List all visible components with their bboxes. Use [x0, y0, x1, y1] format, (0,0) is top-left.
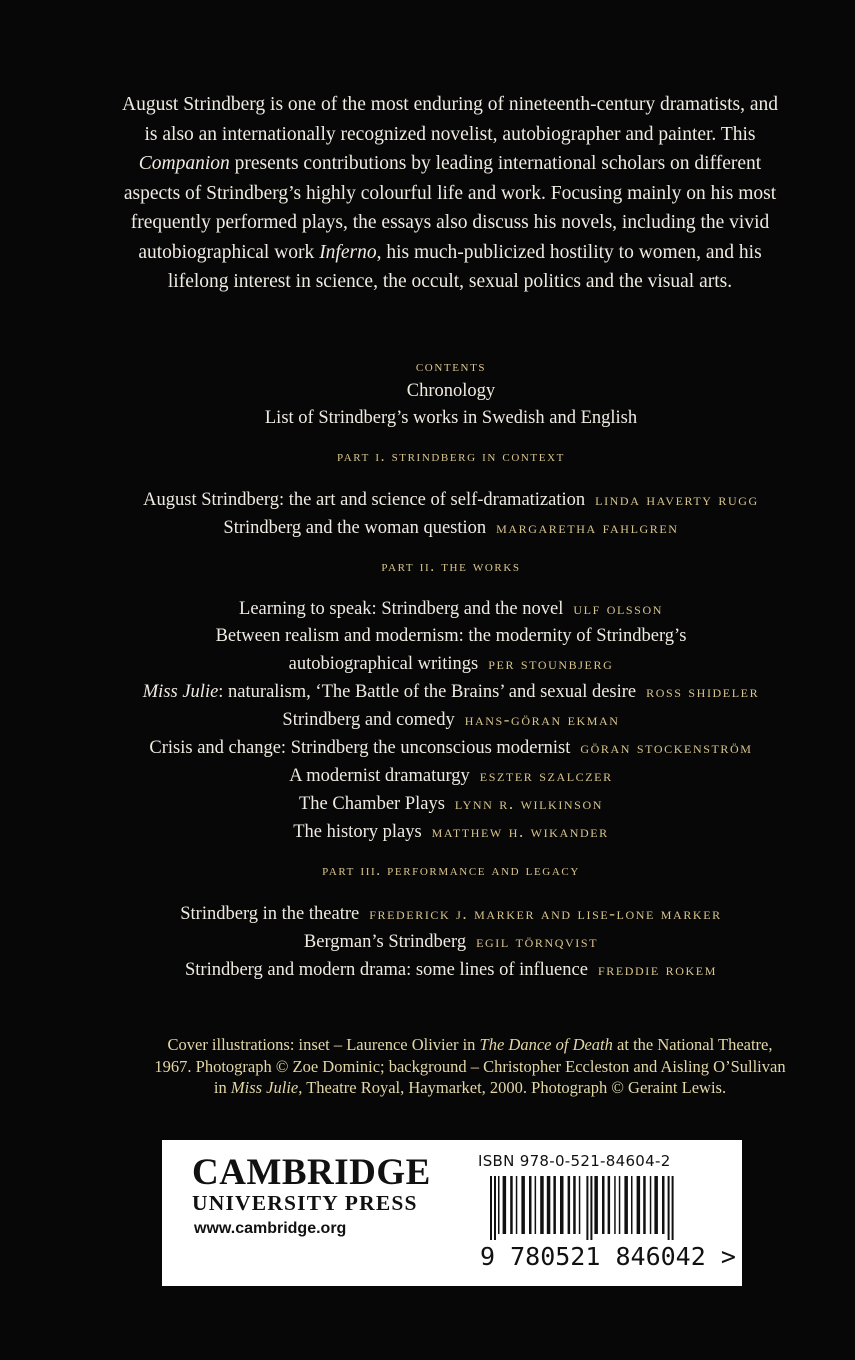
toc-entry-title: Strindberg and comedy [282, 710, 455, 730]
barcode-bar [521, 1176, 525, 1234]
toc-entry-author: ross shideler [646, 682, 760, 701]
credits-text-1: Cover illustrations: inset – Laurence Olivier in [167, 1035, 480, 1054]
barcode-bar [586, 1176, 588, 1240]
toc-entry [60, 928, 842, 956]
blurb-text-1: August Strindberg is one of the most enduring of nineteenth-century dramatists, and is also an internationally recognized novelist, autobiographer and painter. This [121, 94, 778, 145]
toc-entry-author: ulf olsson [573, 599, 663, 618]
barcode-bar [516, 1176, 518, 1234]
isbn-label: ISBN 978-0-521-84604-2 [478, 1152, 671, 1170]
toc-entry [60, 706, 842, 734]
barcode-bar [662, 1176, 665, 1234]
table-of-contents [60, 356, 842, 984]
toc-entry-author: egil törnqvist [476, 931, 599, 951]
toc-entry-author: göran stockenström [580, 738, 753, 757]
barcode-bar [631, 1176, 633, 1234]
barcode-bar [529, 1176, 532, 1234]
toc-entry-title: Learning to speak: Strindberg and the novel [239, 599, 564, 619]
toc-entry [60, 650, 842, 678]
barcode-bar [624, 1176, 628, 1234]
toc-entry [60, 623, 842, 650]
toc-entry-author: frederick j. marker and lise-lone marker [369, 903, 722, 923]
toc-entry-author: lynn r. wilkinson [454, 794, 603, 813]
barcode-bar [568, 1176, 571, 1234]
barcode-bar [535, 1176, 537, 1234]
toc-entry-author: per stounbjerg [488, 654, 614, 673]
barcode-bar [553, 1176, 556, 1234]
toc-entry-title: The Chamber Plays [299, 794, 445, 814]
toc-entry-title: The history plays [293, 822, 422, 842]
toc-entry-author: linda haverty rugg [595, 489, 759, 509]
barcode-bar [614, 1176, 616, 1234]
toc-entry [60, 486, 842, 514]
barcode-bar [619, 1176, 621, 1234]
barcode-bar [672, 1176, 674, 1240]
toc-entry-title: Bergman’s Strindberg [303, 931, 467, 952]
barcode-bar [637, 1176, 641, 1234]
blurb-italic-companion: Companion [138, 153, 230, 174]
barcode-bar [503, 1176, 507, 1234]
toc-entry-title: Strindberg and modern drama: some lines of influence [184, 959, 588, 980]
toc-entry [60, 900, 842, 928]
toc-entry-author: hans-göran ekman [464, 710, 620, 729]
toc-entry-author: matthew h. wikander [431, 822, 609, 841]
cover-credits [150, 1034, 790, 1099]
toc-entry [60, 818, 842, 846]
credits-italic-dance-of-death: The Dance of Death [479, 1035, 613, 1054]
barcode-bar [654, 1176, 658, 1234]
toc-entry-title: Strindberg in the theatre [180, 903, 360, 924]
credits-italic-miss-julie: Miss Julie [230, 1078, 299, 1097]
publisher-name: CAMBRIDGE [192, 1152, 431, 1193]
toc-entry [60, 734, 842, 762]
toc-entry-author: eszter szalczer [479, 766, 613, 785]
barcode-marker: > [720, 1242, 736, 1271]
barcode-bar [547, 1176, 551, 1234]
publisher-panel [162, 1140, 742, 1286]
toc-entry [60, 762, 842, 790]
barcode-bar [650, 1176, 652, 1234]
toc-entry [60, 595, 842, 623]
barcode-bar [590, 1176, 592, 1240]
toc-entry-title: Crisis and change: Strindberg the unconscious modernist [149, 738, 571, 758]
barcode [478, 1176, 730, 1240]
barcode-bar [668, 1176, 670, 1240]
contents-chronology: Chronology [406, 381, 496, 401]
toc-entry [60, 678, 842, 706]
toc-entry-title-line1: Between realism and modernism: the modernity of Strindberg’s [215, 626, 687, 646]
credits-text-3: , Theatre Royal, Haymarket, 2000. Photograph © Geraint Lewis. [298, 1078, 727, 1097]
barcode-digits [480, 1242, 736, 1271]
publisher-subname: UNIVERSITY PRESS [192, 1191, 418, 1215]
toc-entry-title: August Strindberg: the art and science of self-dramatization [143, 489, 586, 510]
toc-entry-author: margaretha fahlgren [496, 517, 679, 537]
toc-entry [60, 790, 842, 818]
toc-entry-title: Strindberg and the woman question [223, 517, 487, 538]
barcode-bar [494, 1176, 496, 1240]
publisher-url: www.cambridge.org [194, 1220, 347, 1237]
toc-entry-author: freddie rokem [597, 959, 717, 979]
part-3-title: part iii. performance and legacy [322, 862, 580, 879]
barcode-bar [594, 1176, 598, 1234]
contents-heading: contents [415, 358, 487, 375]
barcode-bar [573, 1176, 576, 1234]
barcode-bar [498, 1176, 500, 1234]
barcode-bar [560, 1176, 564, 1234]
toc-entry [60, 956, 842, 984]
toc-entry-title: A modernist dramaturgy [289, 766, 470, 786]
toc-entry-title-line2: autobiographical writings [288, 654, 479, 674]
barcode-bar [608, 1176, 611, 1234]
barcode-bar [540, 1176, 544, 1234]
blurb-italic-inferno: Inferno [319, 241, 377, 263]
part-2-title: part ii. the works [381, 557, 521, 575]
contents-list-of-works: List of Strindberg’s works in Swedish and English [264, 408, 638, 428]
toc-entry-title: : naturalism, ‘The Battle of the Brains’ and sexual desire [218, 682, 637, 702]
publisher-logo [192, 1154, 431, 1240]
barcode-bar [602, 1176, 605, 1234]
barcode-bar [579, 1176, 581, 1234]
barcode-bar [510, 1176, 513, 1234]
cover-blurb [120, 90, 780, 297]
toc-entry [60, 514, 842, 542]
blurb-text-3: , his much-publicized hostility to women, and his lifelong interest in science, the occult, sexual politics and the visual arts. [167, 241, 762, 292]
barcode-bar [643, 1176, 646, 1234]
part-1-title: part i. strindberg in context [337, 448, 565, 465]
blurb-text-2: presents contributions by leading international scholars on different aspects of Strindberg’s highly colourful life and work. Focusing mainly on his most frequently performed plays, the essays also discuss his novels, including the vivid autobiographical work [123, 153, 777, 263]
barcode-bar [490, 1176, 492, 1240]
toc-entry-title-italic: Miss Julie [142, 682, 219, 702]
credits-text-2: at the National Theatre, 1967. Photograph © Zoe Dominic; background – Christopher Eccleston and Aisling O’Sullivan in [154, 1035, 786, 1097]
barcode-number: 9 780521 846042 [480, 1242, 706, 1271]
